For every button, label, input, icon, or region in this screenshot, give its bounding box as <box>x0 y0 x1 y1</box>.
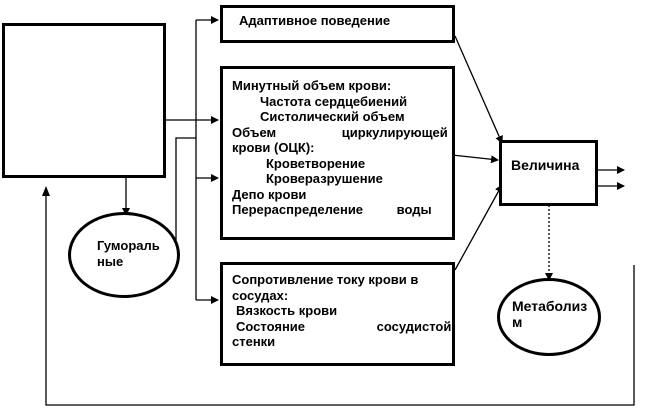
humoral-label: Гуморальные <box>97 238 160 269</box>
cardiac-line-2: Частота сердцебиений <box>260 93 408 109</box>
vascular-resistance-box <box>220 262 455 366</box>
arrow-resistance-to-value <box>455 185 502 270</box>
arrow-cardiac-to-value <box>452 155 498 160</box>
resistance-line-2: сосудах: <box>232 287 289 303</box>
cardiac-output-box <box>220 66 455 240</box>
cardiac-line-9: Перераспределение воды <box>232 202 432 217</box>
resistance-line-5: стенки <box>232 334 276 349</box>
value-label: Величина <box>511 157 580 173</box>
metabolism-ellipse <box>497 278 601 356</box>
resistance-line-1: Сопротивление току крови в <box>232 272 419 287</box>
adaptive-behavior-label: Адаптивное поведение <box>239 13 391 28</box>
cardiac-line-8: Депо крови <box>232 186 307 202</box>
blood-pressure-value-box <box>499 140 598 206</box>
regulator-block <box>2 23 166 178</box>
cardiac-line-6: Кроветворение <box>266 155 366 171</box>
resistance-line-4: Состояние сосудистой <box>236 318 452 334</box>
resistance-line-3: Вязкость крови <box>236 303 338 318</box>
cardiac-line-5: крови (ОЦК): <box>232 140 315 155</box>
metabolism-label: Метаболизм <box>512 299 588 330</box>
cardiac-line-7: Кроверазрушение <box>266 171 383 186</box>
adaptive-behavior-box <box>220 5 455 43</box>
cardiac-line-1: Минутный объем крови: <box>232 78 392 93</box>
feedback-arrowhead <box>42 186 50 196</box>
humoral-ellipse <box>68 212 180 298</box>
cardiac-line-4: Объем циркулирующей <box>232 124 448 140</box>
arrow-adaptive-to-value <box>455 36 502 143</box>
link-humoral-to-bus <box>176 138 196 240</box>
cardiac-line-3: Систолический объем <box>260 109 405 124</box>
